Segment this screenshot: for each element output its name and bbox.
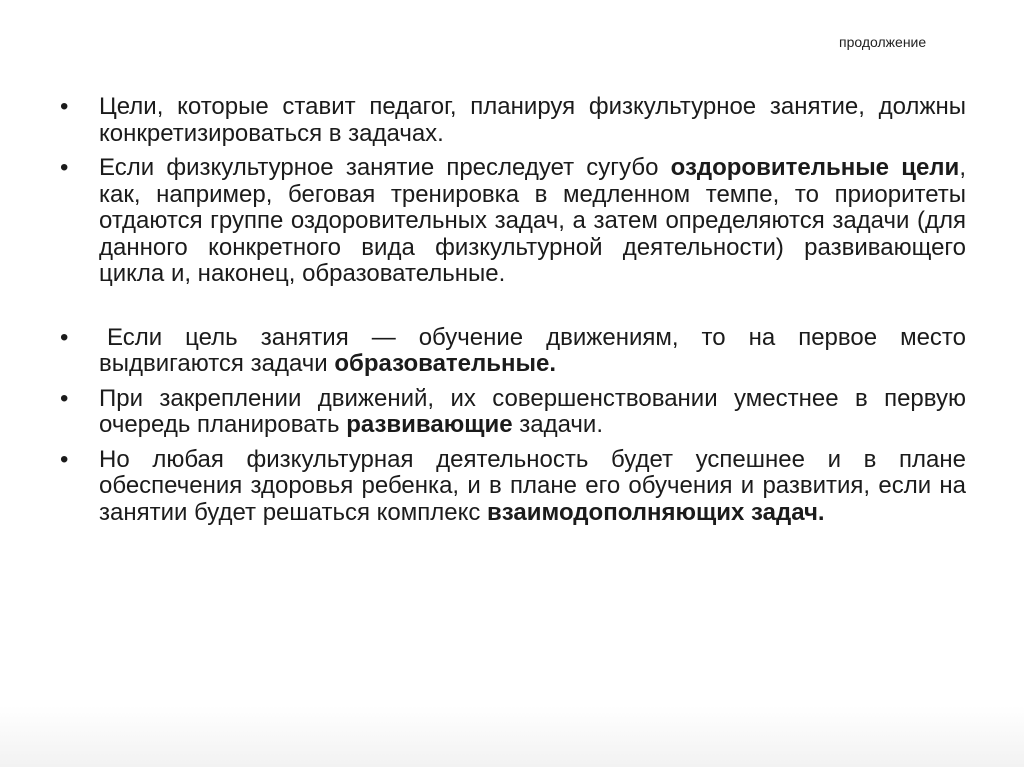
bullet-icon: •: [60, 154, 69, 181]
bullet-text: Но любая физкультурная деятельность будет успешнее и в плане обеспечения здоровья ребенка, и в плане его обучения и развития, если на занятии будет решаться комплекс взаимодополняющих задач.: [99, 445, 966, 526]
bullet-text: Если физкультурное занятие преследует сугубо оздоровительные цели, как, например, беговая тренировка в медленном темпе, то приоритеты отдаются группе оздоровительных задач, а затем определяются задачи (для данного конкретного вида физкультурной деятельности) развивающего цикла и, наконец, образовательные.: [99, 154, 966, 287]
continuation-label: продолжение: [839, 34, 927, 50]
bullet-text: Если цель занятия — обучение движениям, то на первое место выдвигаются задачи образовательные.: [99, 323, 966, 377]
emphasis-text: взаимодополняющих задач.: [487, 498, 825, 526]
bullet-icon: •: [60, 323, 69, 351]
emphasis-text: развивающие: [346, 411, 513, 438]
bullet-icon: •: [60, 93, 69, 120]
bullet-item-complex-tasks: [60, 447, 966, 527]
bullet-item-movement-learning: [60, 325, 966, 378]
bullet-list: [60, 94, 966, 534]
bullet-icon: •: [60, 445, 69, 473]
bullet-text: При закреплении движений, их совершенствовании уместнее в первую очередь планировать развивающие задачи.: [99, 384, 966, 438]
emphasis-text: оздоровительные цели: [670, 154, 960, 181]
bullet-text: Цели, которые ставит педагог, планируя физкультурное занятие, должны конкретизироваться в задачах.: [99, 93, 966, 147]
emphasis-text: образовательные.: [334, 350, 557, 377]
bullet-item-goals: [60, 94, 966, 147]
bullet-item-health-goals: [60, 155, 966, 288]
bullet-item-movement-consolidation: [60, 386, 966, 439]
bullet-icon: •: [60, 384, 69, 412]
